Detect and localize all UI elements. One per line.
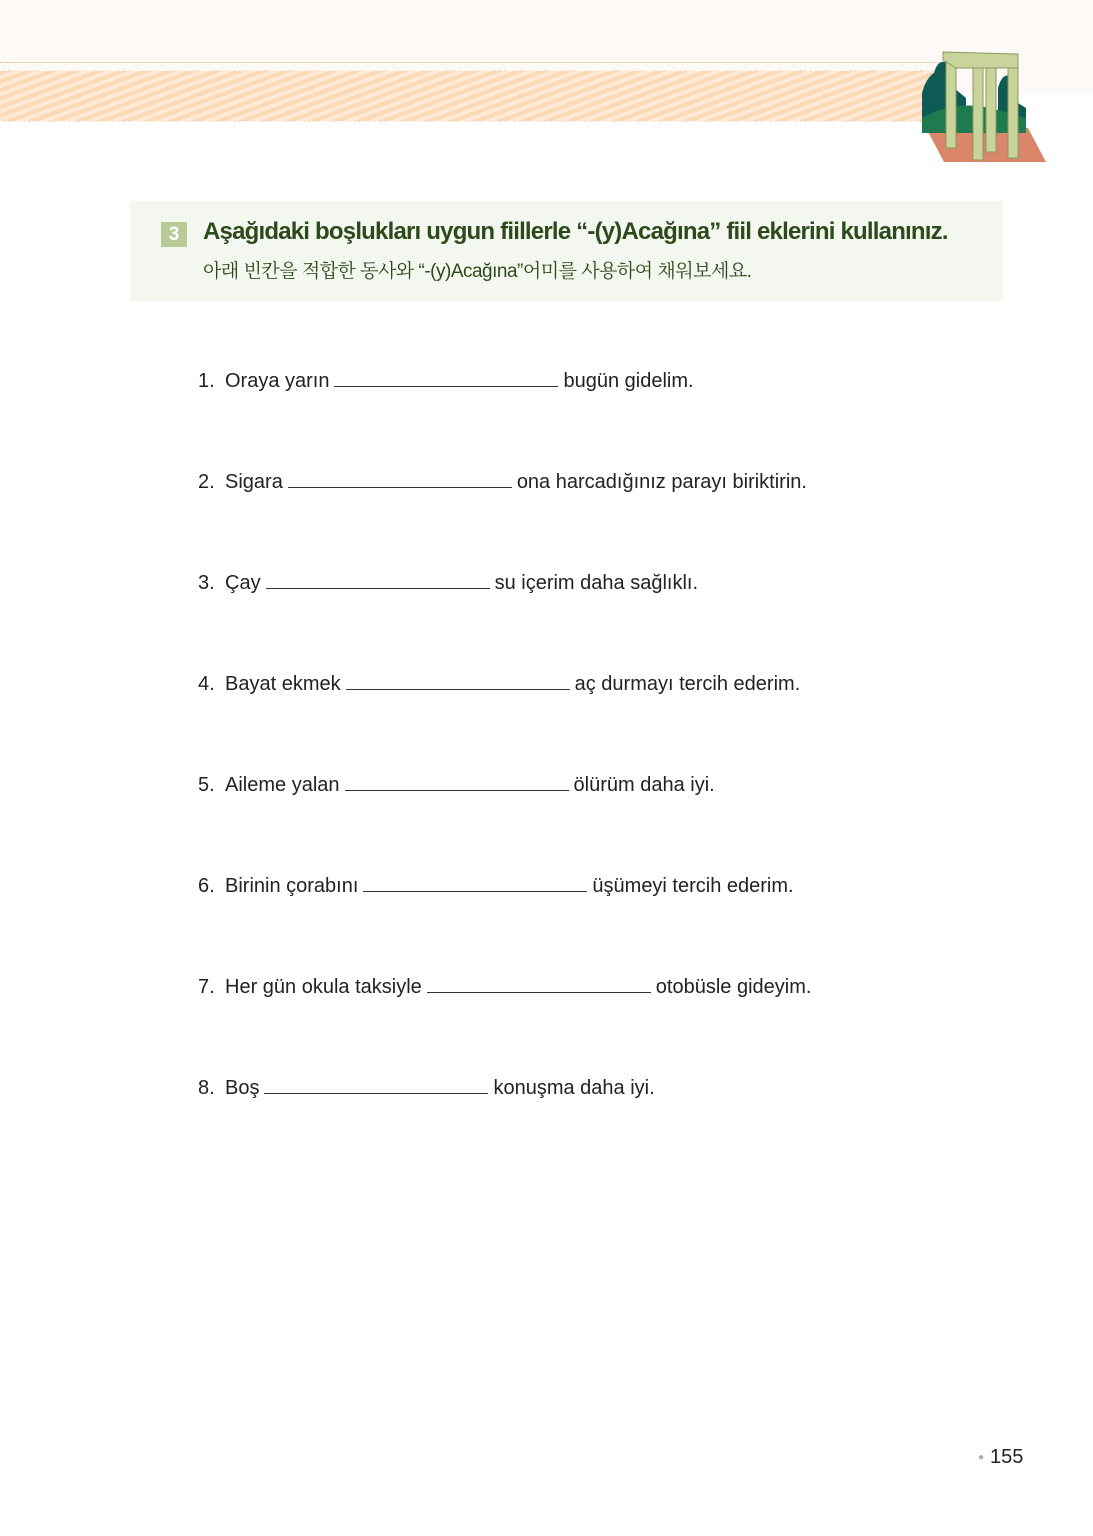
item-number: 8.: [198, 1077, 215, 1099]
item-text-before: Her gün okula taksiyle: [225, 976, 422, 998]
item-number: 2.: [198, 471, 215, 493]
item-number: 4.: [198, 673, 215, 695]
item-number: 1.: [198, 370, 215, 392]
exercise-item: [198, 873, 794, 898]
item-text-after: üşümeyi tercih ederim.: [592, 875, 794, 897]
page-number-text: 155: [990, 1446, 1024, 1468]
answer-blank[interactable]: [334, 368, 558, 387]
item-text-after: aç durmayı tercih ederim.: [574, 673, 801, 695]
exercise-title: Aşağıdaki boşlukları uygun fiillerle “-(y)Acağına” fiil eklerini kullanınız.: [203, 218, 948, 245]
header-striped-band: [0, 70, 950, 122]
exercise-item: [198, 974, 811, 999]
instruction-box: [130, 201, 1003, 301]
answer-blank[interactable]: [346, 671, 570, 690]
item-text-before: Çay: [225, 572, 261, 594]
item-number: 7.: [198, 976, 215, 998]
item-text-after: su içerim daha sağlıklı.: [494, 572, 698, 594]
item-text-before: Boş: [225, 1077, 260, 1099]
exercise-item: [198, 1075, 655, 1100]
item-text-before: Aileme yalan: [225, 774, 340, 796]
item-text-after: ona harcadığınız parayı biriktirin.: [516, 471, 807, 493]
item-number: 3.: [198, 572, 215, 594]
item-number: 5.: [198, 774, 215, 796]
exercise-item: [198, 772, 715, 797]
answer-blank[interactable]: [288, 469, 512, 488]
item-text-after: bugün gidelim.: [563, 370, 694, 392]
item-number: 6.: [198, 875, 215, 897]
header-dotted-line: [0, 62, 950, 63]
exercise-item: [198, 671, 800, 696]
item-text-after: otobüsle gideyim.: [655, 976, 812, 998]
item-text-after: konuşma daha iyi.: [493, 1077, 655, 1099]
item-text-before: Oraya yarın: [225, 370, 330, 392]
answer-blank[interactable]: [264, 1075, 488, 1094]
exercise-subtitle-korean: 아래 빈칸을 적합한 동사와 “-(y)Acağına”어미를 사용하여 채워보세요.: [203, 261, 752, 282]
answer-blank[interactable]: [266, 570, 490, 589]
exercise-number-badge: 3: [161, 222, 187, 247]
item-text-after: ölürüm daha iyi.: [573, 774, 715, 796]
item-text-before: Bayat ekmek: [225, 673, 341, 695]
item-text-before: Birinin çorabını: [225, 875, 359, 897]
answer-blank[interactable]: [363, 873, 587, 892]
exercise-item: [198, 570, 698, 595]
page-number: [978, 1446, 1023, 1469]
exercise-item: [198, 368, 694, 393]
ancient-ruins-illustration: [918, 48, 1048, 166]
bullet-icon: ●: [978, 1452, 985, 1464]
item-text-before: Sigara: [225, 471, 283, 493]
exercise-item: [198, 469, 807, 494]
answer-blank[interactable]: [345, 772, 569, 791]
answer-blank[interactable]: [427, 974, 651, 993]
